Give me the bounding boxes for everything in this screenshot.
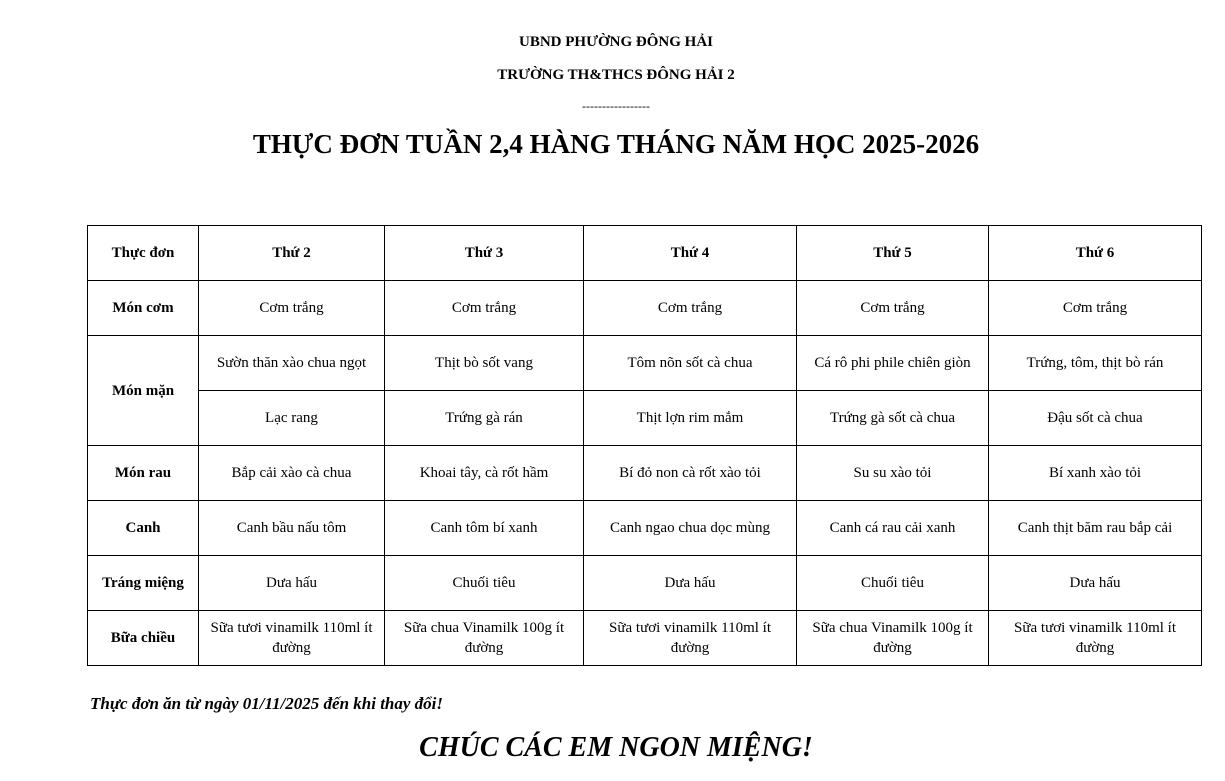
day-header-mon: Thứ 2 — [199, 226, 385, 281]
effective-date-note: Thực đơn ăn từ ngày 01/11/2025 đến khi thay đổi! — [90, 694, 444, 713]
school-name: TRƯỜNG TH&THCS ĐÔNG HẢI 2 — [497, 67, 735, 83]
table-row — [88, 611, 1202, 666]
table-cell: Sữa chua Vinamilk 100g ít đường — [385, 611, 584, 666]
row-label-afternoon-meal: Bữa chiều — [88, 611, 199, 666]
table-cell: Cơm trắng — [199, 281, 385, 336]
table-cell: Sữa tươi vinamilk 110ml ít đường — [584, 611, 797, 666]
row-label-soup: Canh — [88, 501, 199, 556]
table-cell: Trứng, tôm, thịt bò rán — [989, 336, 1202, 391]
table-cell: Chuối tiêu — [385, 556, 584, 611]
table-cell: Canh bầu nấu tôm — [199, 501, 385, 556]
table-cell: Dưa hấu — [584, 556, 797, 611]
table-row — [88, 336, 1202, 391]
table-cell: Cơm trắng — [385, 281, 584, 336]
table-cell: Sữa chua Vinamilk 100g ít đường — [797, 611, 989, 666]
day-header-tue: Thứ 3 — [385, 226, 584, 281]
table-cell: Thịt bò sốt vang — [385, 336, 584, 391]
day-header-wed: Thứ 4 — [584, 226, 797, 281]
table-row — [88, 446, 1202, 501]
table-cell: Cá rô phi phile chiên giòn — [797, 336, 989, 391]
table-cell: Trứng gà rán — [385, 391, 584, 446]
closing-message: CHÚC CÁC EM NGON MIỆNG! — [419, 732, 813, 763]
table-cell: Bí xanh xào tỏi — [989, 446, 1202, 501]
table-cell: Su su xào tỏi — [797, 446, 989, 501]
table-cell: Dưa hấu — [989, 556, 1202, 611]
day-header-fri: Thứ 6 — [989, 226, 1202, 281]
menu-table — [87, 225, 1202, 666]
table-cell: Tôm nõn sốt cà chua — [584, 336, 797, 391]
table-cell: Dưa hấu — [199, 556, 385, 611]
row-label-vegetable: Món rau — [88, 446, 199, 501]
table-cell: Sườn thăn xào chua ngọt — [199, 336, 385, 391]
table-cell: Canh ngao chua dọc mùng — [584, 501, 797, 556]
table-cell: Trứng gà sốt cà chua — [797, 391, 989, 446]
page-title: THỰC ĐƠN TUẦN 2,4 HÀNG THÁNG NĂM HỌC 2025-2026 — [252, 129, 980, 159]
table-cell: Khoai tây, cà rốt hầm — [385, 446, 584, 501]
table-cell: Sữa tươi vinamilk 110ml ít đường — [199, 611, 385, 666]
table-cell: Sữa tươi vinamilk 110ml ít đường — [989, 611, 1202, 666]
org-name: UBND PHƯỜNG ĐÔNG HẢI — [518, 34, 714, 50]
table-cell: Bí đỏ non cà rốt xào tỏi — [584, 446, 797, 501]
table-cell: Thịt lợn rim mắm — [584, 391, 797, 446]
table-cell: Canh tôm bí xanh — [385, 501, 584, 556]
table-cell: Bắp cải xào cà chua — [199, 446, 385, 501]
table-row — [88, 556, 1202, 611]
table-row — [88, 281, 1202, 336]
row-label-dessert: Tráng miệng — [88, 556, 199, 611]
table-cell: Cơm trắng — [584, 281, 797, 336]
table-cell: Canh thịt băm rau bắp cải — [989, 501, 1202, 556]
row-label-rice: Món cơm — [88, 281, 199, 336]
table-cell: Lạc rang — [199, 391, 385, 446]
table-cell: Cơm trắng — [797, 281, 989, 336]
header-divider: ----------------- — [582, 99, 650, 113]
corner-header: Thực đơn — [88, 226, 199, 281]
row-label-main-dish: Món mặn — [88, 336, 199, 446]
table-header-row — [88, 226, 1202, 281]
table-cell: Chuối tiêu — [797, 556, 989, 611]
table-cell: Đậu sốt cà chua — [989, 391, 1202, 446]
day-header-thu: Thứ 5 — [797, 226, 989, 281]
table-cell: Cơm trắng — [989, 281, 1202, 336]
table-row — [88, 501, 1202, 556]
table-row — [88, 391, 1202, 446]
table-cell: Canh cá rau cải xanh — [797, 501, 989, 556]
